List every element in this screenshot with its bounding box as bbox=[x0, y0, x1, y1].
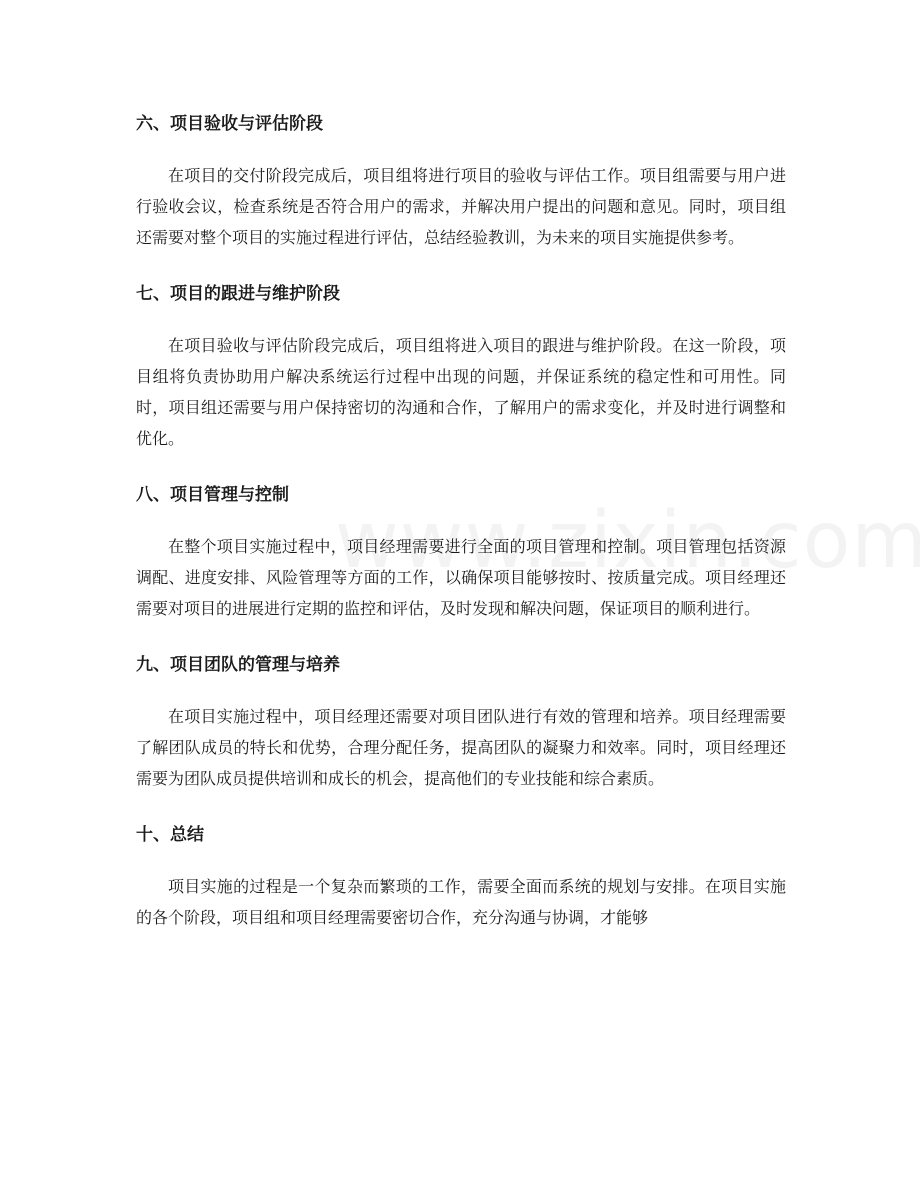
section-paragraph-9: 在项目实施过程中，项目经理还需要对项目团队进行有效的管理和培养。项目经理需要了解团队成员的特长和优势，合理分配任务，提高团队的凝聚力和效率。同时，项目经理还需要为团队成员提供培训和成长的机会，提高他们的专业技能和综合素质。 bbox=[136, 707, 786, 788]
section-heading-9: 九、项目团队的管理与培养 bbox=[136, 655, 340, 675]
section-heading-7: 七、项目的跟进与维护阶段 bbox=[136, 284, 340, 304]
document-body bbox=[136, 107, 786, 957]
section-paragraph-6: 在项目的交付阶段完成后，项目组将进行项目的验收与评估工作。项目组需要与用户进行验收会议，检查系统是否符合用户的需求，并解决用户提出的问题和意见。同时，项目组还需要对整个项目的实施过程进行评估，总结经验教训，为未来的项目实施提供参考。 bbox=[136, 166, 786, 247]
section-heading-6: 六、项目验收与评估阶段 bbox=[136, 114, 323, 134]
section-paragraph-10: 项目实施的过程是一个复杂而繁琐的工作，需要全面而系统的规划与安排。在项目实施的各个阶段，项目组和项目经理需要密切合作，充分沟通与协调，才能够 bbox=[136, 877, 786, 927]
section-heading-8: 八、项目管理与控制 bbox=[136, 485, 289, 505]
section-paragraph-8: 在整个项目实施过程中，项目经理需要进行全面的项目管理和控制。项目管理包括资源调配、进度安排、风险管理等方面的工作，以确保项目能够按时、按质量完成。项目经理还需要对项目的进展进行定期的监控和评估，及时发现和解决问题，保证项目的顺利进行。 bbox=[136, 537, 786, 618]
section-paragraph-7: 在项目验收与评估阶段完成后，项目组将进入项目的跟进与维护阶段。在这一阶段，项目组将负责协助用户解决系统运行过程中出现的问题，并保证系统的稳定性和可用性。同时，项目组还需要与用户保持密切的沟通和合作，了解用户的需求变化，并及时进行调整和优化。 bbox=[136, 336, 786, 448]
section-heading-10: 十、总结 bbox=[136, 825, 204, 845]
